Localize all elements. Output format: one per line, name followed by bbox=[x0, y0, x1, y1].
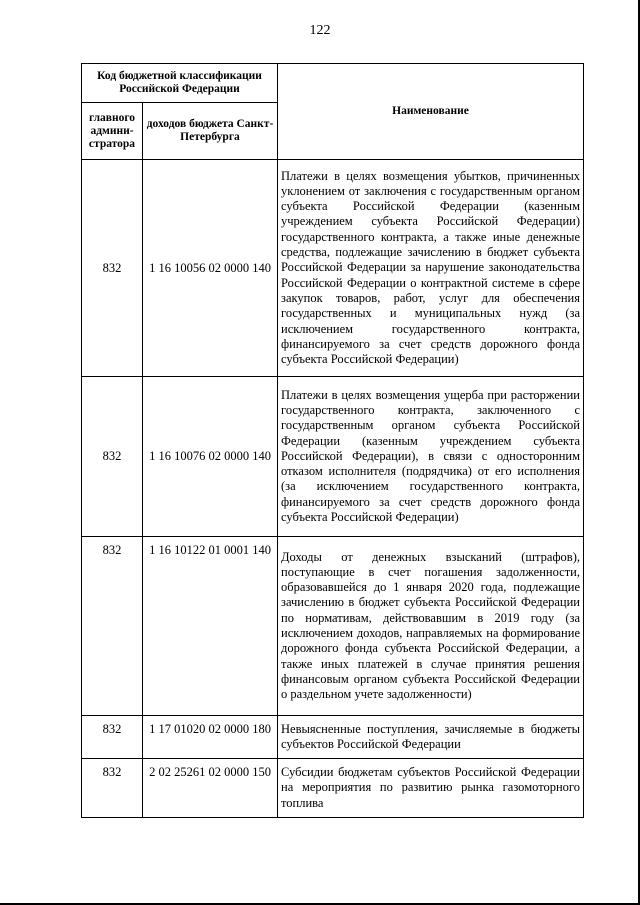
cell-name: Субсидии бюджетам субъектов Российской Федерации на мероприятия по развитию рынка газомоторного топлива bbox=[278, 759, 584, 818]
table-row bbox=[82, 759, 584, 818]
cell-admin-code: 832 bbox=[82, 377, 143, 537]
page-number: 122 bbox=[309, 23, 331, 38]
table-row bbox=[82, 537, 584, 716]
cell-name: Платежи в целях возмещения ущерба при расторжении государственного контракта, заключенного с государственным органом субъекта Российской Федерации (казенным учреждением субъекта Российской Федерации), в связи с односторонним отказом исполнителя (подрядчика) от его исполнения (за исключением государственного контракта, финансируемого за счет средств дорожного фонда субъекта Российской Федерации) bbox=[278, 377, 584, 537]
header-code-group: Код бюджетной классификации Российской Федерации bbox=[82, 64, 278, 103]
header-name: Наименование bbox=[278, 64, 584, 160]
cell-admin-code: 832 bbox=[82, 759, 143, 818]
table-row bbox=[82, 716, 584, 759]
header-admin: главного админи-стратора bbox=[82, 103, 143, 160]
cell-name: Невыясненные поступления, зачисляемые в бюджеты субъектов Российской Федерации bbox=[278, 716, 584, 759]
cell-income-code: 1 16 10076 02 0000 140 bbox=[143, 377, 278, 537]
cell-name: Доходы от денежных взысканий (штрафов), поступающие в счет погашения задолженности, образовавшейся до 1 января 2020 года, подлежащие зачислению в бюджет субъекта Российской Федерации по нормативам, действовавшим в 2019 году (за исключением доходов, направляемых на формирование дорожного фонда субъекта Российской Федерации, а также иных платежей в случае принятия решения финансовым органом субъекта Российской Федерации о раздельном учете задолженности) bbox=[278, 537, 584, 716]
cell-income-code: 1 16 10122 01 0001 140 bbox=[143, 537, 278, 716]
table-row bbox=[82, 377, 584, 537]
cell-admin-code: 832 bbox=[82, 537, 143, 716]
cell-admin-code: 832 bbox=[82, 160, 143, 377]
budget-classification-table bbox=[81, 63, 584, 818]
cell-name: Платежи в целях возмещения убытков, причиненных уклонением от заключения с государственным органом субъекта Российской Федерации (казенным учреждением субъекта Российской Федерации) государственного контракта, а также иные денежные средства, подлежащие зачислению в бюджет субъекта Российской Федерации за нарушение законодательства Российской Федерации о контрактной системе в сфере закупок товаров, работ, услуг для обеспечения государственных и муниципальных нужд (за исключением государственного контракта, финансируемого за счет средств дорожного фонда субъекта Российской Федерации) bbox=[278, 160, 584, 377]
header-income: доходов бюджета Санкт-Петербурга bbox=[143, 103, 278, 160]
cell-income-code: 2 02 25261 02 0000 150 bbox=[143, 759, 278, 818]
table-row bbox=[82, 160, 584, 377]
cell-admin-code: 832 bbox=[82, 716, 143, 759]
cell-income-code: 1 17 01020 02 0000 180 bbox=[143, 716, 278, 759]
cell-income-code: 1 16 10056 02 0000 140 bbox=[143, 160, 278, 377]
